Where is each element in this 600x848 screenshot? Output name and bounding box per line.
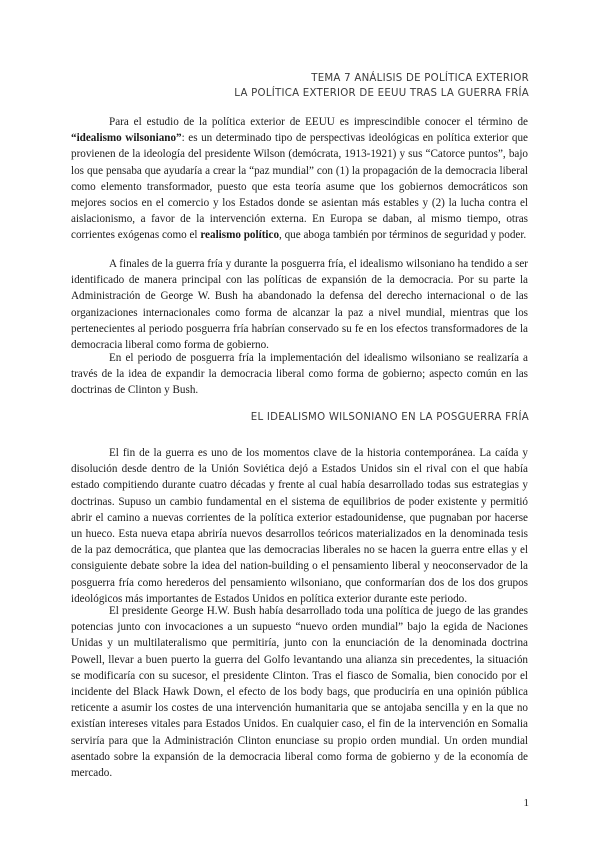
page-number: 1 [523, 797, 529, 809]
document-title: LA POLÍTICA EXTERIOR DE EEUU TRAS LA GUERRA FRÍA [234, 88, 529, 99]
paragraph-4: El fin de la guerra es uno de los momentos clave de la historia contemporánea. La caída y disolución desde dentro de la Unión Soviética dejó a Estados Unidos sin el rival con el que había estado compitiendo durante cuatro décadas y frente al cual había desarrollado todas sus estrategias y doctrinas. Supuso un cambio fundamental en el sistema de equilibrios de poder existente y permitió abrir el camino a nuevas corrientes de la política exterior estadounidense, que pugnaban por hacerse un hueco. Esta nueva etapa abriría nuevos desarrollos teóricos materializados en la denominada tesis de la paz democrática, que plantea que las democracias liberales no se hacen la guerra entre ellas y el consiguiente debate sobre la idea del nation-building o el pensamiento liberal y neoconservador de la posguerra fría como herederos del pensamiento wilsoniano, que conformarían dos de los dos grupos ideológicos más importantes de Estados Unidos en política exterior durante este periodo. [71, 447, 528, 605]
paragraph-5: El presidente George H.W. Bush había desarrollado toda una política de juego de las grandes potencias junto con invocaciones a un supuesto “nuevo orden mundial” bajo la egida de Naciones Unidas y un multilateralismo que permitiría, junto con la enunciación de la denominada doctrina Powell, llevar a buen puerto la guerra del Golfo levantando una alianza sin precedentes, la situación se modificaría con su sucesor, el presidente Clinton. Tras el fiasco de Somalia, bien conocido por el incidente del Black Hawk Down, el efecto de los body bags, que produciría en una opinión pública reticente a asumir los costes de una intervención humanitaria que se antojaba sencilla y en la que no existían intereses vitales para Estados Unidos. En cualquier caso, el fin de la intervención en Somalia serviría para que la Administración Clinton enunciase su propio orden mundial. Un orden mundial asentado sobre la expansión de la democracia liberal como forma de gobierno y de la economía de mercado. [71, 605, 528, 780]
paragraph-1 [71, 114, 528, 244]
paragraph-1-part-c: : es un determinado tipo de perspectivas ideológicas en política exterior que provienen de la ideología del presidente Wilson (demócrata, 1913-1921) y sus “Catorce puntos”, bajo los que pensaba que ayudaría a crear la “paz mundial” con (1) la propagación de la democracia liberal como elemento transformador, puesto que esta teoría asume que los gobiernos democráticos son mejores socios en el comercio y los Estados donde se asientan más estables y (2) la lucha contra el aislacionismo, a favor de la intervención externa. En Europa se daban, al mismo tiempo, otras corrientes exógenas como el [71, 132, 528, 242]
topic-title: TEMA 7 ANÁLISIS DE POLÍTICA EXTERIOR [311, 73, 529, 84]
section-heading: EL IDEALISMO WILSONIANO EN LA POSGUERRA FRÍA [250, 412, 529, 423]
paragraph-1-part-e: , que aboga también por términos de seguridad y poder. [279, 229, 527, 242]
paragraph-2: A finales de la guerra fría y durante la posguerra fría, el idealismo wilsoniano ha tendido a ser identificado de manera principal con las políticas de expansión de la democracia. Por su parte la Administración de George W. Bush ha abandonado la defensa del derecho internacional o de las organizaciones internacionales como forma de alcanzar la paz a nivel mundial, mientras que los pertenecientes al periodo posguerra fría habrían conservado su fe en los efectos transformadores de la democracia liberal como forma de gobierno. [71, 258, 528, 352]
term-realismo-politico: realismo político [200, 229, 280, 242]
document-header [234, 71, 529, 101]
term-idealismo-wilsoniano: “idealismo wilsoniano” [71, 132, 182, 145]
paragraph-1-part-a: Para el estudio de la política exterior de EEUU es imprescindible conocer el término de [109, 116, 528, 128]
paragraph-3: En el periodo de posguerra fría la implementación del idealismo wilsoniano se realizaría a través de la idea de expandir la democracia liberal como forma de gobierno; aspecto común en las doctrinas de Clinton y Bush. [71, 352, 528, 397]
